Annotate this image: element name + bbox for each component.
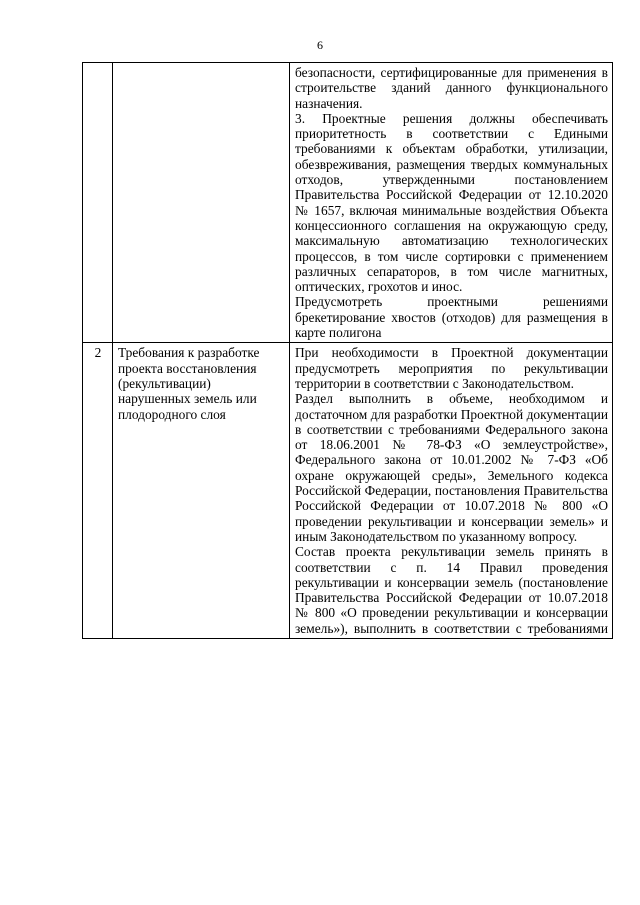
table-row	[83, 343, 613, 639]
requirement-paragraph: При необходимости в Проектной документации предусмотреть мероприятия по рекультивации территории в соответствии с Законодательством.	[295, 345, 608, 391]
requirement-text-cell	[290, 343, 613, 639]
page-number: 6	[317, 38, 323, 52]
requirements-table	[82, 62, 613, 639]
row-number-cell: 2	[83, 343, 113, 639]
requirement-paragraph: Состав проекта рекультивации земель принять в соответствии с п. 14 Правил проведения рекультивации и консервации земель (постановление Правительства Российской Федерации от 10.07.2018 № 800 «О проведении рекультивации и консервации земель»), выполнить в соответствии с требованиями	[295, 544, 608, 636]
requirement-paragraph: безопасности, сертифицированные для применения в строительстве зданий данного функционального назначения.	[295, 65, 608, 111]
requirement-name-cell: Требования к разработке проекта восстановления (рекультивации) нарушенных земель или плодородного слоя	[113, 343, 290, 639]
requirement-paragraph: Предусмотреть проектными решениями брекетирование хвостов (отходов) для размещения в карте полигона	[295, 294, 608, 341]
requirement-name-cell	[113, 63, 290, 343]
table-row	[83, 63, 613, 343]
requirement-paragraph: Раздел выполнить в объеме, необходимом и достаточном для разработки Проектной документации в соответствии с требованиями Федерального закона от 18.06.2001 № 78-ФЗ «О землеустройстве», Федерального закона от 10.01.2002 № 7-ФЗ «Об охране окружающей среды», Земельного кодекса Российской Федерации, постановления Правительства Российской Федерации от 10.07.2018 № 800 «О проведении рекультивации и консервации земель» и иным Законодательством по указанному вопросу.	[295, 391, 608, 544]
requirement-text-cell	[290, 63, 613, 343]
row-number-cell	[83, 63, 113, 343]
requirement-paragraph: 3. Проектные решения должны обеспечивать приоритетность в соответствии с Едиными требованиями к объектам обработки, утилизации, обезвреживания, размещения твердых коммунальных отходов, утвержденными постановлением Правительства Российской Федерации от 12.10.2020 № 1657, включая минимальные воздействия Объекта концессионного соглашения на окружающую среду, максимальную автоматизацию технологических процессов, в том числе сортировки с применением различных сепараторов, в том числе магнитных, оптических, грохотов и инос.	[295, 110, 608, 295]
